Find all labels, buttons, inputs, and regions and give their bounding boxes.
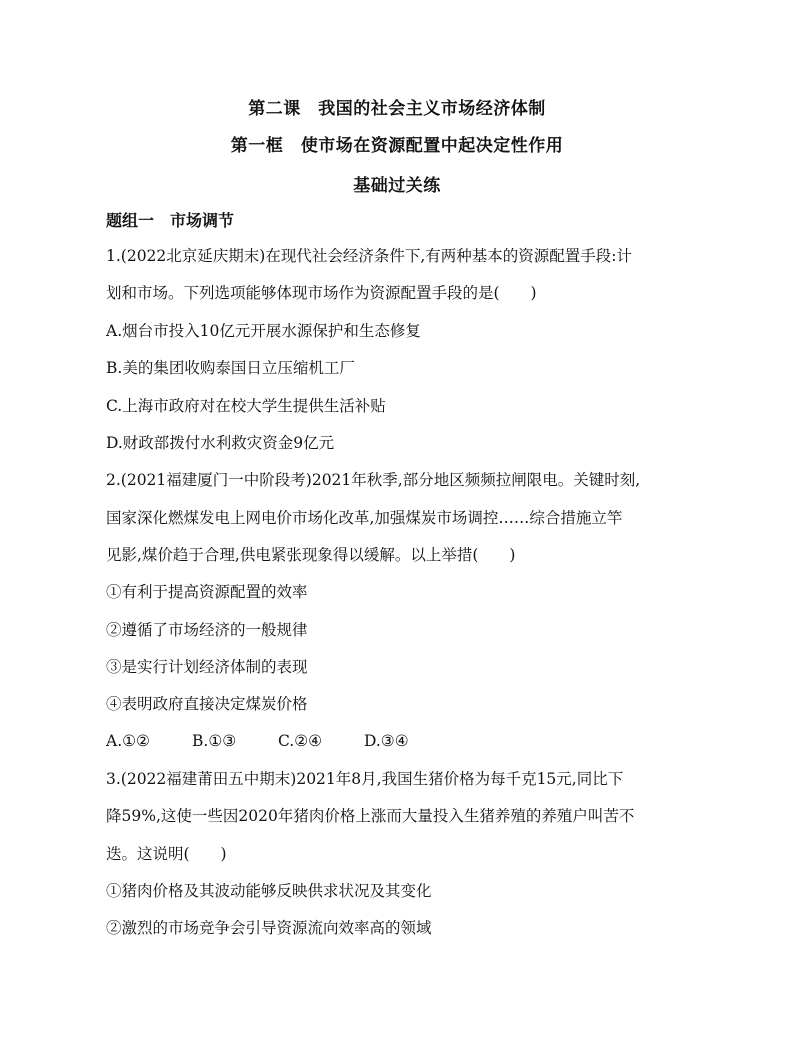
practice-title: 基础过关练	[353, 176, 441, 196]
q1-option-c: C.上海市政府对在校大学生提供生活补贴	[106, 397, 386, 415]
q2-choice-c: C.②④	[278, 732, 323, 750]
q3-item-1: ①猪肉价格及其波动能够反映供求状况及其变化	[106, 882, 432, 900]
section-heading: 题组一 市场调节	[106, 211, 235, 230]
q2-stem-line3: 见影,煤价趋于合理,供电紧张现象得以缓解。以上举措( )	[106, 546, 516, 564]
q2-stem-line1: 2.(2021福建厦门一中阶段考)2021年秋季,部分地区频频拉闸限电。关键时刻,	[106, 471, 641, 489]
q2-choice-a: A.①②	[106, 732, 150, 750]
lesson-title: 第二课 我国的社会主义市场经济体制	[248, 99, 546, 119]
q2-item-4: ④表明政府直接决定煤炭价格	[106, 695, 308, 713]
q1-stem-line1: 1.(2022北京延庆期末)在现代社会经济条件下,有两种基本的资源配置手段:计	[106, 247, 632, 265]
q3-stem-line1: 3.(2022福建莆田五中期末)2021年8月,我国生猪价格为每千克15元,同比下	[106, 770, 624, 788]
q2-choice-b: B.①③	[192, 732, 237, 750]
q2-item-1: ①有利于提高资源配置的效率	[106, 583, 308, 601]
q1-option-a: A.烟台市投入10亿元开展水源保护和生态修复	[106, 322, 421, 340]
q3-item-2: ②激烈的市场竞争会引导资源流向效率高的领域	[106, 919, 432, 937]
q1-option-b: B.美的集团收购泰国日立压缩机工厂	[106, 359, 355, 377]
q2-stem-line2: 国家深化燃煤发电上网电价市场化改革,加强煤炭市场调控……综合措施立竿	[106, 509, 623, 527]
q2-choice-d: D.③④	[364, 732, 409, 750]
frame-title: 第一框 使市场在资源配置中起决定性作用	[230, 136, 564, 156]
q1-option-d: D.财政部拨付水利救灾资金9亿元	[106, 434, 335, 452]
q2-item-2: ②遵循了市场经济的一般规律	[106, 621, 308, 639]
q3-stem-line2: 降59%,这使一些因2020年猪肉价格上涨而大量投入生猪养殖的养殖户叫苦不	[106, 807, 635, 825]
q2-item-3: ③是实行计划经济体制的表现	[106, 658, 308, 676]
q3-stem-line3: 迭。这说明( )	[106, 845, 227, 863]
q2-choices	[106, 731, 409, 751]
q1-stem-line2: 划和市场。下列选项能够体现市场作为资源配置手段的是( )	[106, 284, 537, 302]
